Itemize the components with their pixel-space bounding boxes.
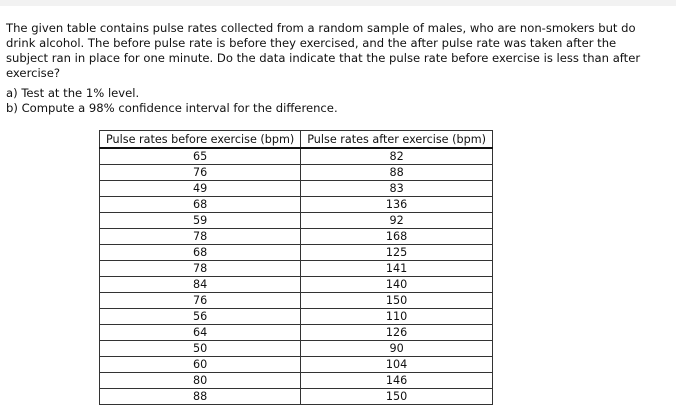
table-row bbox=[100, 357, 493, 373]
table-row bbox=[100, 277, 493, 293]
before-cell: 59 bbox=[100, 213, 301, 229]
after-cell: 146 bbox=[301, 373, 493, 389]
after-cell: 82 bbox=[301, 148, 493, 165]
before-cell: 84 bbox=[100, 277, 301, 293]
before-cell: 78 bbox=[100, 229, 301, 245]
table-header-row bbox=[100, 131, 493, 149]
table-row bbox=[100, 213, 493, 229]
after-cell: 90 bbox=[301, 341, 493, 357]
after-cell: 83 bbox=[301, 181, 493, 197]
table-row bbox=[100, 197, 493, 213]
table-row bbox=[100, 229, 493, 245]
table-row bbox=[100, 293, 493, 309]
before-cell: 78 bbox=[100, 261, 301, 277]
table-row bbox=[100, 181, 493, 197]
after-cell: 168 bbox=[301, 229, 493, 245]
before-cell: 56 bbox=[100, 309, 301, 325]
table-row bbox=[100, 341, 493, 357]
table-row bbox=[100, 261, 493, 277]
after-cell: 125 bbox=[301, 245, 493, 261]
table-row bbox=[100, 325, 493, 341]
table-row bbox=[100, 165, 493, 181]
before-cell: 68 bbox=[100, 245, 301, 261]
table-row bbox=[100, 245, 493, 261]
after-cell: 104 bbox=[301, 357, 493, 373]
table-row bbox=[100, 148, 493, 165]
after-cell: 110 bbox=[301, 309, 493, 325]
problem-intro: The given table contains pulse rates collected from a random sample of males, who are non-smokers but do drink alcohol. The before pulse rate is before they exercised, and the after pulse rate was taken after the subject ran in place for one minute. Do the data indicate that the pulse rate before exercise is less than after exercise? bbox=[6, 21, 641, 80]
before-cell: 65 bbox=[100, 148, 301, 165]
top-strip bbox=[0, 0, 676, 6]
pulse-rate-table bbox=[99, 130, 493, 405]
header-before: Pulse rates before exercise (bpm) bbox=[100, 131, 301, 149]
problem-parts bbox=[6, 86, 338, 116]
before-cell: 64 bbox=[100, 325, 301, 341]
after-cell: 92 bbox=[301, 213, 493, 229]
after-cell: 126 bbox=[301, 325, 493, 341]
before-cell: 60 bbox=[100, 357, 301, 373]
part-a: a) Test at the 1% level. bbox=[6, 86, 140, 100]
before-cell: 80 bbox=[100, 373, 301, 389]
before-cell: 76 bbox=[100, 293, 301, 309]
after-cell: 88 bbox=[301, 165, 493, 181]
after-cell: 150 bbox=[301, 293, 493, 309]
header-after: Pulse rates after exercise (bpm) bbox=[301, 131, 493, 149]
after-cell: 136 bbox=[301, 197, 493, 213]
table-row bbox=[100, 309, 493, 325]
after-cell: 141 bbox=[301, 261, 493, 277]
after-cell: 150 bbox=[301, 389, 493, 405]
table-row bbox=[100, 389, 493, 405]
before-cell: 76 bbox=[100, 165, 301, 181]
part-b: b) Compute a 98% confidence interval for the difference. bbox=[6, 101, 338, 115]
before-cell: 49 bbox=[100, 181, 301, 197]
table-row bbox=[100, 373, 493, 389]
before-cell: 68 bbox=[100, 197, 301, 213]
after-cell: 140 bbox=[301, 277, 493, 293]
before-cell: 50 bbox=[100, 341, 301, 357]
before-cell: 88 bbox=[100, 389, 301, 405]
